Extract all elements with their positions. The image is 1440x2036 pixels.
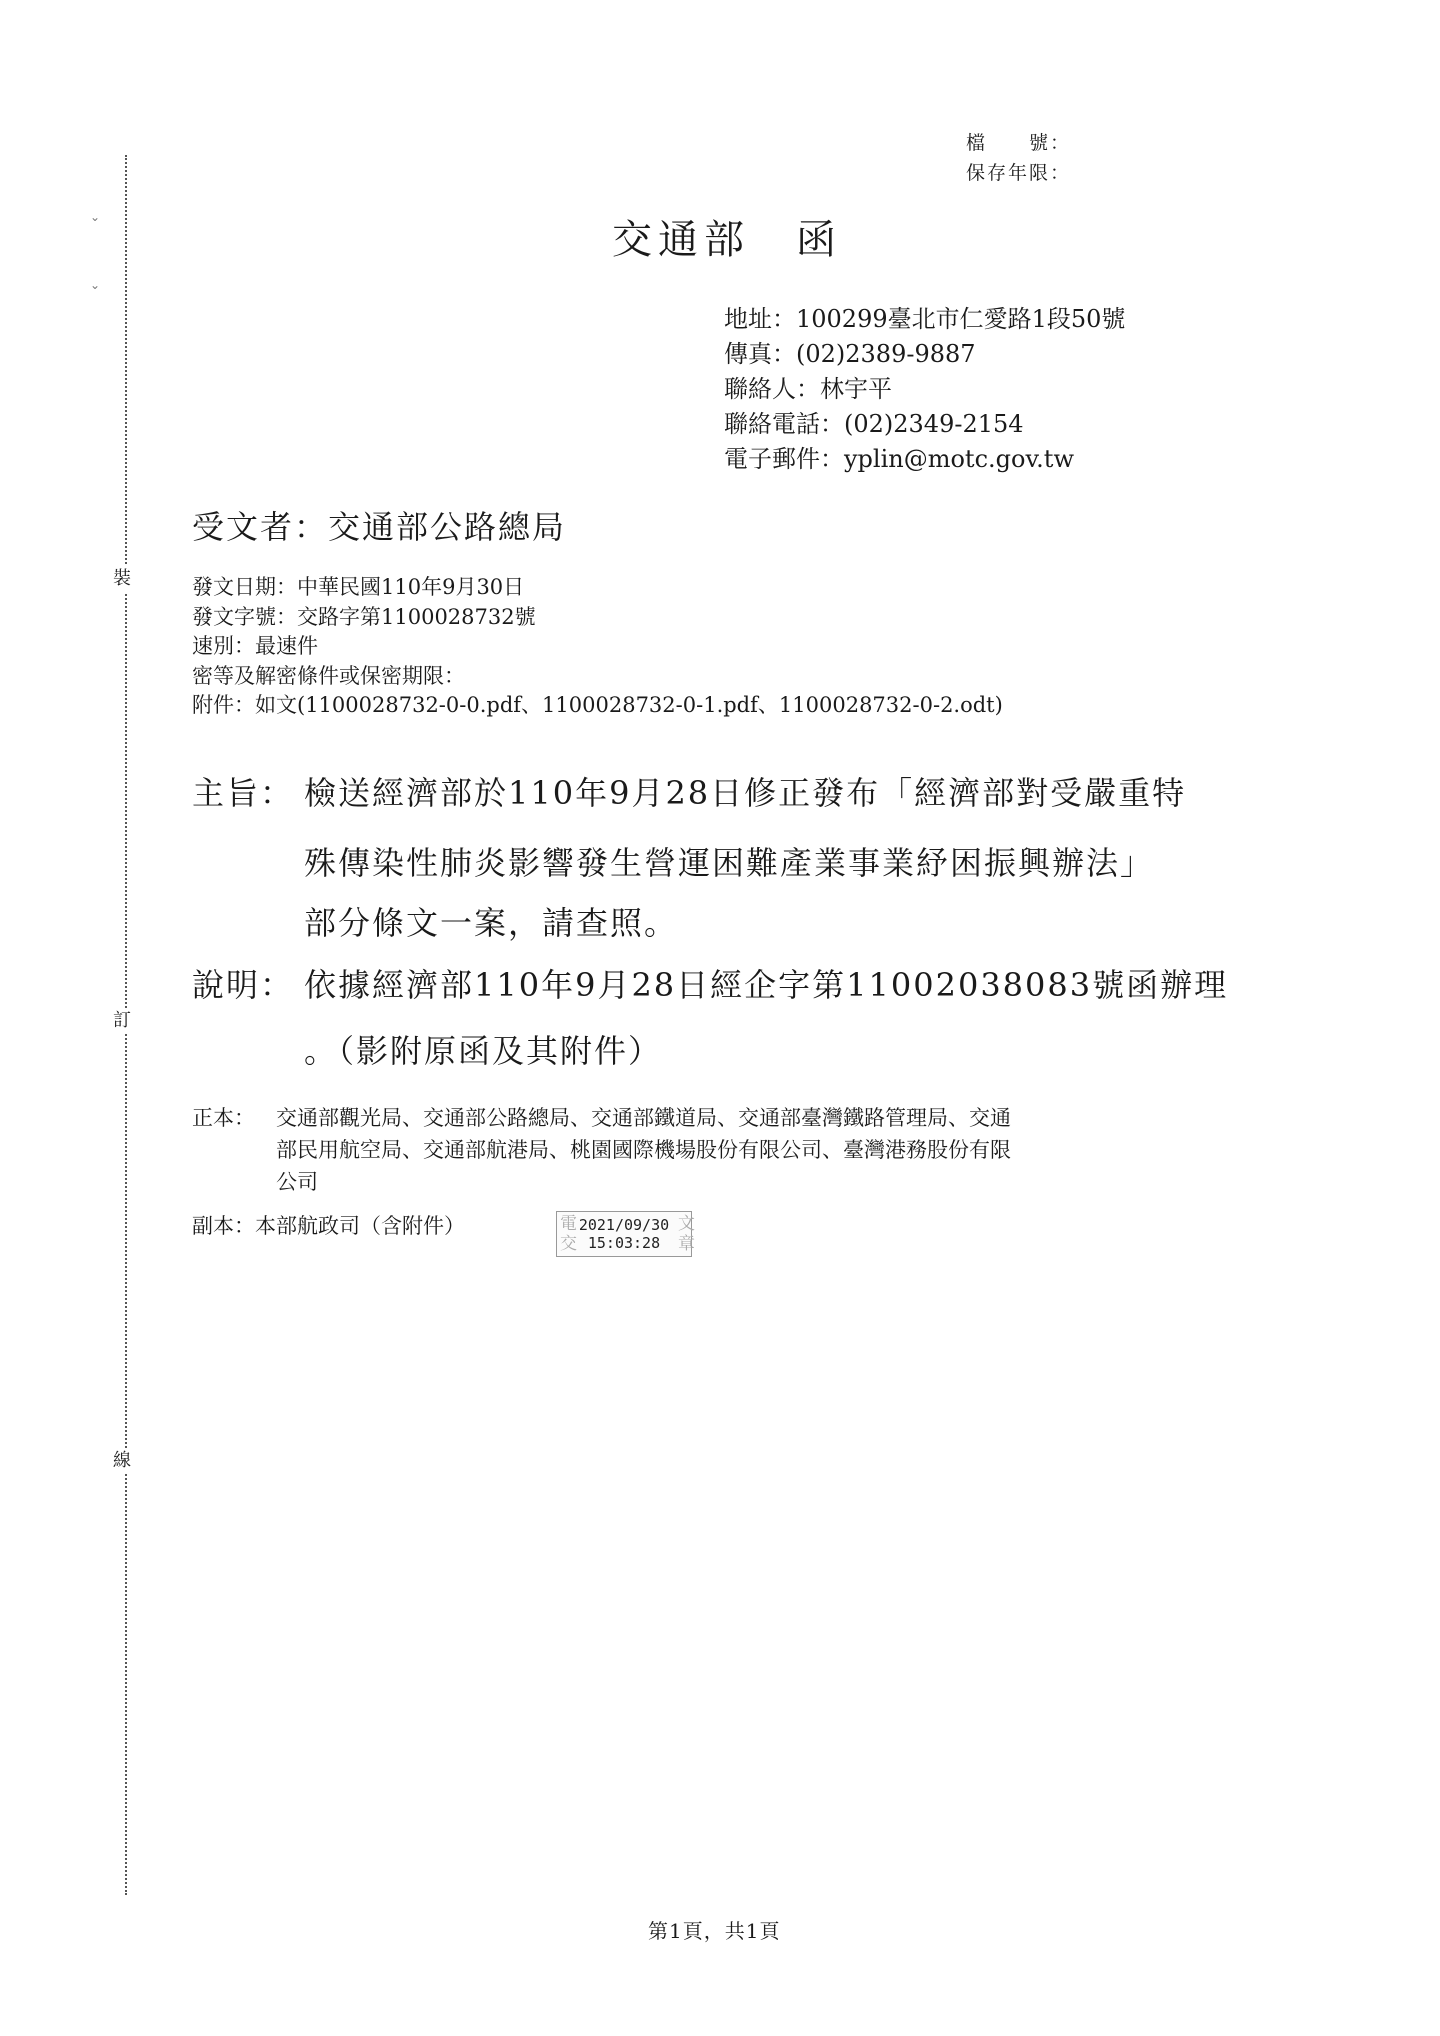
explanation-label: 說明： <box>192 966 295 1004</box>
subject-label: 主旨： <box>192 774 295 812</box>
sender-address: 地址：100299臺北市仁愛路1段50號 <box>724 305 1126 333</box>
sender-contact: 聯絡人：林宇平 <box>724 375 892 403</box>
main-recipients-line-1: 交通部觀光局、交通部公路總局、交通部鐵道局、交通部臺灣鐵路管理局、交通 <box>276 1106 1011 1130</box>
issue-date: 發文日期：中華民國110年9月30日 <box>192 575 525 599</box>
stamp-time: 15:03:28 <box>587 1234 661 1252</box>
document-title: 交通部 函 <box>612 217 842 263</box>
stamp-seal-right: 文 章 <box>678 1214 695 1254</box>
main-recipients-line-2: 部民用航空局、交通部航港局、桃園國際機場股份有限公司、臺灣港務股份有限 <box>276 1138 1011 1162</box>
timestamp-stamp <box>556 1211 695 1257</box>
attachments: 附件：如文(1100028732-0-0.pdf、1100028732-0-1.pdf、1100028732-0-2.odt) <box>192 693 1003 717</box>
page-number: 第1頁，共1頁 <box>648 1919 781 1943</box>
retention-label: 保存年限： <box>966 162 1072 184</box>
main-recipients-line-3: 公司 <box>276 1170 318 1194</box>
sender-fax: 傳真：(02)2389-9887 <box>724 340 976 368</box>
stamp-seal-left: 電 交 <box>560 1214 577 1254</box>
stamp-date: 2021/09/30 <box>578 1216 670 1234</box>
document-number: 發文字號：交路字第1100028732號 <box>192 605 536 629</box>
margin-tick-mark: ⌄ <box>90 278 101 292</box>
copy-recipients: 副本：本部航政司（含附件） <box>192 1214 465 1238</box>
binding-char-xian: 線 <box>113 1448 131 1474</box>
main-recipients-label: 正本： <box>192 1106 255 1130</box>
margin-tick-mark: ⌄ <box>90 210 101 224</box>
explanation-line-1: 依據經濟部110年9月28日經企字第11002038083號函辦理 <box>304 966 1229 1004</box>
explanation-line-2: 。（影附原函及其附件） <box>304 1032 663 1070</box>
secrecy-level: 密等及解密條件或保密期限： <box>192 664 465 688</box>
subject-line-3: 部分條文一案，請查照。 <box>304 904 679 942</box>
sender-email: 電子郵件：yplin@motc.gov.tw <box>724 445 1074 473</box>
speed-class: 速別：最速件 <box>192 634 318 658</box>
binding-char-zhuang: 裝 <box>113 566 131 592</box>
subject-line-2: 殊傳染性肺炎影響發生營運困難產業事業紓困振興辦法」 <box>304 844 1155 882</box>
file-number-label: 檔 號： <box>966 132 1072 154</box>
recipient: 受文者：交通部公路總局 <box>192 508 567 546</box>
subject-line-1: 檢送經濟部於110年9月28日修正發布「經濟部對受嚴重特 <box>304 774 1187 812</box>
binding-char-ding: 訂 <box>113 1008 131 1034</box>
sender-phone: 聯絡電話：(02)2349-2154 <box>724 410 1024 438</box>
